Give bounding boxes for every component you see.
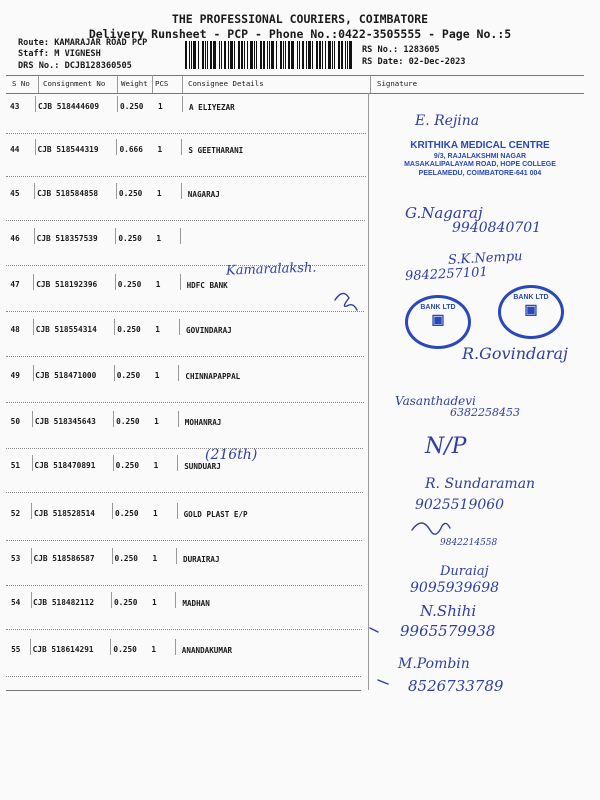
col-divider <box>116 139 117 155</box>
row-consignee: MOHANRAJ <box>184 418 222 427</box>
table-bottom-border <box>6 690 361 691</box>
row-pcs: 1 <box>155 325 160 334</box>
clinic-stamp-name: KRITHIKA MEDICAL CENTRE <box>410 140 550 151</box>
row-sno: 52 <box>10 509 21 518</box>
barcode-bar <box>247 41 248 69</box>
barcode <box>185 41 355 69</box>
col-divider <box>31 592 32 608</box>
row-pcs: 1 <box>158 102 163 111</box>
row-separator <box>6 176 366 177</box>
row-sno: 55 <box>11 645 21 654</box>
barcode-bar <box>260 41 262 69</box>
barcode-bar <box>205 41 206 69</box>
phone-r49: 6382258453 <box>450 406 520 419</box>
col-divider <box>31 548 32 564</box>
row-separator <box>6 629 362 630</box>
row-consignment: CJB 518584858 <box>37 189 99 198</box>
row-sno: 46 <box>10 234 20 243</box>
barcode-bar <box>198 41 199 69</box>
col-pcs: PCS <box>155 79 169 88</box>
row-consignment: CJB 518345643 <box>34 417 96 426</box>
barcode-bar <box>345 41 346 69</box>
col-divider <box>32 455 33 471</box>
col-divider <box>179 319 180 335</box>
note-r50: (216th) <box>205 447 258 463</box>
row-weight: 0.250 <box>113 645 137 654</box>
barcode-bar <box>193 41 196 69</box>
barcode-bar <box>210 41 212 69</box>
table-top-border <box>6 75 584 76</box>
row-pcs: 1 <box>153 509 158 518</box>
col-divider <box>178 411 179 427</box>
barcode-bar <box>263 41 265 69</box>
signature-divider <box>368 93 369 690</box>
row-sno: 43 <box>10 102 20 111</box>
row-weight: 0.250 <box>117 325 141 334</box>
barcode-bar <box>224 41 226 69</box>
col-divider <box>112 548 113 564</box>
barcode-bar <box>207 41 208 69</box>
barcode-bar <box>341 41 343 69</box>
barcode-bar <box>316 41 318 69</box>
col-divider <box>34 228 35 244</box>
col-divider <box>114 319 115 335</box>
row-consignee: DURAIRAJ <box>183 555 220 564</box>
barcode-bar <box>306 41 307 69</box>
barcode-bar <box>228 41 229 69</box>
row-weight: 0.250 <box>116 417 140 426</box>
clinic-stamp-line3: PEELAMEDU, COIMBATORE-641 004 <box>418 170 542 177</box>
col-divider <box>115 228 116 244</box>
row-consignment: CJB 518471000 <box>35 371 97 380</box>
col-divider <box>175 639 176 655</box>
barcode-bar <box>202 41 204 69</box>
row-separator <box>6 448 363 449</box>
barcode-bar <box>276 41 277 69</box>
phone-r46: 9842257101 <box>404 264 489 285</box>
row-weight: 0.666 <box>119 145 143 154</box>
phone-r51: 9025519060 <box>415 497 505 513</box>
row-consignment: CJB 518528514 <box>33 509 95 518</box>
row-consignee: NAGARAJ <box>187 190 220 199</box>
col-consignee: Consignee Details <box>188 79 264 88</box>
barcode-bar <box>328 41 331 69</box>
row-weight: 0.250 <box>118 189 143 198</box>
bank-seal-text: BANK LTD <box>420 304 456 311</box>
clinic-stamp-line1: 9/3, RAJALAKSHMI NAGAR <box>433 152 527 160</box>
row-sno: 44 <box>10 145 20 154</box>
barcode-bar <box>280 41 282 69</box>
barcode-bar <box>332 41 333 69</box>
row-pcs: 1 <box>155 280 161 289</box>
row-pcs: 1 <box>152 554 158 563</box>
row-consignee: MADHAN <box>182 599 210 608</box>
barcode-bar <box>297 41 298 69</box>
col-divider <box>177 455 178 471</box>
col-divider <box>181 139 182 155</box>
bank-seal-right <box>498 285 564 339</box>
row-separator <box>6 492 363 493</box>
signature-r45: G.Nagaraj <box>405 204 483 222</box>
row-sno: 53 <box>10 554 21 563</box>
row-sno: 51 <box>10 461 21 470</box>
barcode-bar <box>254 41 255 69</box>
signature-r48: R.Govindaraj <box>462 344 568 363</box>
row-weight: 0.250 <box>120 102 144 111</box>
row-consignee: GOLD PLAST E/P <box>183 510 248 519</box>
col-divider <box>182 96 183 112</box>
barcode-bar <box>334 41 335 69</box>
row-separator <box>6 356 364 357</box>
row-weight: 0.250 <box>116 371 141 380</box>
col-divider <box>34 183 35 199</box>
bank-seal-text-2: BANK LTD <box>513 294 549 301</box>
phone-r52: 9842214558 <box>440 538 498 548</box>
col-divider <box>111 592 112 608</box>
col-divider <box>30 639 31 655</box>
row-pcs: 1 <box>154 417 159 426</box>
row-pcs: 1 <box>157 145 163 154</box>
drs-label: DRS No.: DCJB128360505 <box>18 61 132 71</box>
barcode-bar <box>338 41 340 69</box>
signature-scribble-r55 <box>378 680 388 684</box>
barcode-bar <box>269 41 270 69</box>
signature-r53: Duraiaj <box>440 564 489 579</box>
barcode-bar <box>299 41 300 69</box>
signature-r54: N.Shihi <box>420 602 477 620</box>
barcode-bar <box>319 41 321 69</box>
col-weight: Weight <box>121 79 148 88</box>
barcode-bar <box>213 41 216 69</box>
row-sno: 47 <box>10 280 20 289</box>
row-separator <box>6 402 364 403</box>
row-weight: 0.250 <box>114 554 138 563</box>
col-divider <box>112 503 113 519</box>
clinic-stamp-line2: MASAKALIPALAYAM ROAD, HOPE COLLEGE <box>404 161 556 169</box>
row-sno: 45 <box>10 189 20 198</box>
col-divider <box>114 365 115 381</box>
barcode-bar <box>325 41 326 69</box>
row-separator <box>6 540 362 541</box>
row-separator <box>6 220 365 221</box>
signature-r51: R. Sundaraman <box>425 476 536 492</box>
barcode-bar <box>230 41 233 69</box>
col-divider <box>177 503 178 519</box>
col-divider <box>180 274 181 290</box>
row-pcs: 1 <box>153 461 159 470</box>
phone-r45: 9940840701 <box>452 220 542 236</box>
runsheet-subtitle: Delivery Runsheet - PCP - Phone No.:0422-3505555 - Page No.:5 <box>88 27 512 41</box>
barcode-bar <box>308 41 311 69</box>
col-divider <box>31 503 32 519</box>
rs-number: RS No.: 1283605 <box>362 45 440 55</box>
signature-r43: E. Rejina <box>415 113 480 129</box>
row-weight: 0.250 <box>115 461 140 470</box>
bank-seal-left <box>405 295 471 349</box>
row-consignee: HDFC BANK <box>186 281 228 290</box>
header-bottom-border <box>6 93 584 94</box>
barcode-bar <box>291 41 294 69</box>
barcode-bar <box>267 41 268 69</box>
col-divider <box>35 139 36 155</box>
barcode-bar <box>185 41 187 69</box>
barcode-bar <box>191 41 192 69</box>
signature-scribble-r54 <box>370 628 378 632</box>
col-divider <box>180 228 181 244</box>
signature-scribble-r47 <box>335 293 357 310</box>
row-sno: 49 <box>10 371 20 380</box>
barcode-bar <box>256 41 257 69</box>
row-weight: 0.250 <box>113 598 138 607</box>
col-divider <box>117 96 118 112</box>
col-divider <box>33 365 34 381</box>
signature-r47: Kamaralaksh. <box>225 260 317 279</box>
row-sno: 48 <box>10 325 20 334</box>
row-consignment: CJB 518544319 <box>37 145 99 154</box>
barcode-bar <box>283 41 284 69</box>
bank-logo-icon: ▣ <box>431 311 445 327</box>
row-pcs: 1 <box>156 234 162 243</box>
col-divider <box>32 411 33 427</box>
barcode-bar <box>250 41 253 69</box>
row-pcs: 1 <box>151 645 157 654</box>
barcode-bar <box>219 41 220 69</box>
row-consignee: ANANDAKUMAR <box>181 646 233 655</box>
signature-r49: Vasanthadevi <box>395 394 476 408</box>
col-divider <box>33 319 34 335</box>
barcode-bar <box>302 41 304 69</box>
col-consignment: Consignment No <box>43 79 106 88</box>
col-divider <box>176 548 177 564</box>
row-consignee: SUNDUARJ <box>184 462 221 471</box>
company-title: THE PROFESSIONAL COURIERS, COIMBATORE <box>171 12 429 26</box>
signature-r55: M.Pombin <box>398 656 470 672</box>
row-consignment: CJB 518482112 <box>33 598 95 607</box>
col-divider <box>178 365 179 381</box>
col-divider <box>113 411 114 427</box>
row-separator <box>6 676 361 677</box>
row-consignee: A ELIYEZAR <box>189 103 235 112</box>
signature-r50: N/P <box>425 434 467 459</box>
barcode-bar <box>241 41 243 69</box>
row-pcs: 1 <box>154 371 160 380</box>
row-consignment: CJB 518586587 <box>33 554 95 563</box>
staff-label: Staff: M VIGNESH <box>18 49 101 59</box>
phone-r55: 8526733789 <box>408 677 504 695</box>
row-pcs: 1 <box>151 598 157 607</box>
row-consignment: CJB 518554314 <box>35 325 97 334</box>
row-consignee: CHINNAPAPPAL <box>185 372 241 381</box>
col-divider <box>115 274 116 290</box>
row-weight: 0.250 <box>117 280 142 289</box>
barcode-bar <box>285 41 286 69</box>
row-separator <box>6 133 366 134</box>
row-consignment: CJB 518470891 <box>34 461 96 470</box>
row-sno: 50 <box>10 417 21 426</box>
barcode-bar <box>322 41 323 69</box>
row-separator <box>6 311 364 312</box>
phone-r54: 9965579938 <box>400 622 496 640</box>
barcode-bar <box>349 41 352 69</box>
barcode-bar <box>189 41 190 69</box>
col-divider <box>33 274 34 290</box>
row-consignment: CJB 518192396 <box>36 280 98 289</box>
row-consignment: CJB 518357539 <box>36 234 98 243</box>
clinic-stamp <box>385 140 575 179</box>
barcode-bar <box>271 41 274 69</box>
row-sno: 54 <box>10 598 21 607</box>
signature-r46: S.K.Nempu <box>447 249 523 268</box>
row-separator <box>6 585 362 586</box>
row-consignee: GOVINDARAJ <box>186 326 232 335</box>
row-weight: 0.250 <box>118 234 142 243</box>
barcode-bar <box>347 41 348 69</box>
col-divider <box>113 455 114 471</box>
row-consignment: CJB 518444609 <box>38 102 100 111</box>
barcode-bar <box>244 41 245 69</box>
route-label: Route: KAMARAJAR ROAD PCP <box>18 38 148 48</box>
barcode-bar <box>238 41 240 69</box>
col-divider <box>116 183 117 199</box>
row-consignment: CJB 518614291 <box>32 645 94 654</box>
col-sno: S No <box>12 79 30 88</box>
col-divider <box>175 592 176 608</box>
row-weight: 0.250 <box>115 509 139 518</box>
bank-logo-icon-2: ▣ <box>524 301 538 317</box>
row-pcs: 1 <box>156 189 162 198</box>
row-consignee: S GEETHARANI <box>188 146 244 155</box>
col-divider <box>35 96 36 112</box>
col-signature: Signature <box>377 79 418 88</box>
rs-date: RS Date: 02-Dec-2023 <box>362 57 466 67</box>
col-divider <box>181 183 182 199</box>
signature-scribble-r52 <box>412 523 450 534</box>
barcode-bar <box>221 41 222 69</box>
barcode-bar <box>234 41 235 69</box>
barcode-bar <box>288 41 290 69</box>
barcode-bar <box>312 41 313 69</box>
phone-r53: 9095939698 <box>410 580 500 596</box>
col-divider <box>110 639 111 655</box>
